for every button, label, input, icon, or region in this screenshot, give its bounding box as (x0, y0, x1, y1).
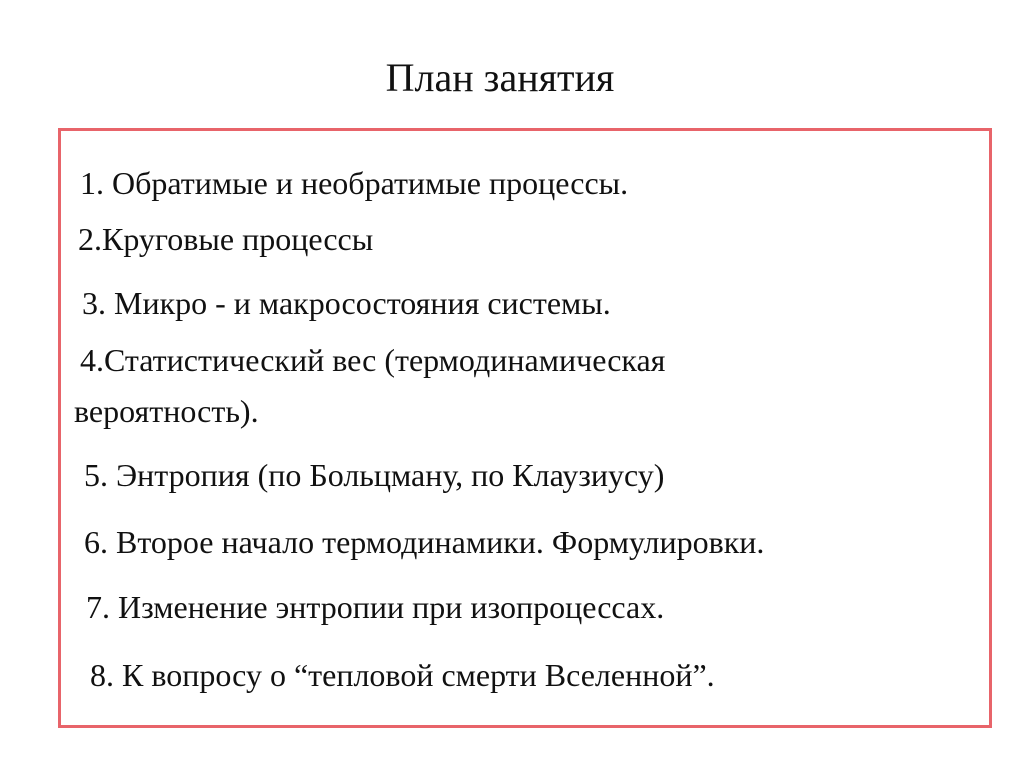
plan-item-4-continuation: вероятность). (74, 393, 259, 429)
slide-title: План занятия (385, 55, 615, 100)
plan-item-4: 4.Статистический вес (термодинамическая (80, 342, 666, 378)
plan-item-8: 8. К вопросу о “тепловой смерти Вселенной”. (90, 657, 715, 693)
plan-item-3: 3. Микро - и макросостояния системы. (82, 285, 611, 321)
plan-item-6: 6. Второе начало термодинамики. Формулировки. (84, 524, 765, 560)
plan-item-1: 1. Обратимые и необратимые процессы. (80, 165, 629, 201)
plan-item-2: 2.Круговые процессы (78, 221, 374, 257)
plan-item-7: 7. Изменение энтропии при изопроцессах. (86, 589, 665, 625)
plan-item-5: 5. Энтропия (по Больцману, по Клаузиусу) (84, 457, 665, 493)
